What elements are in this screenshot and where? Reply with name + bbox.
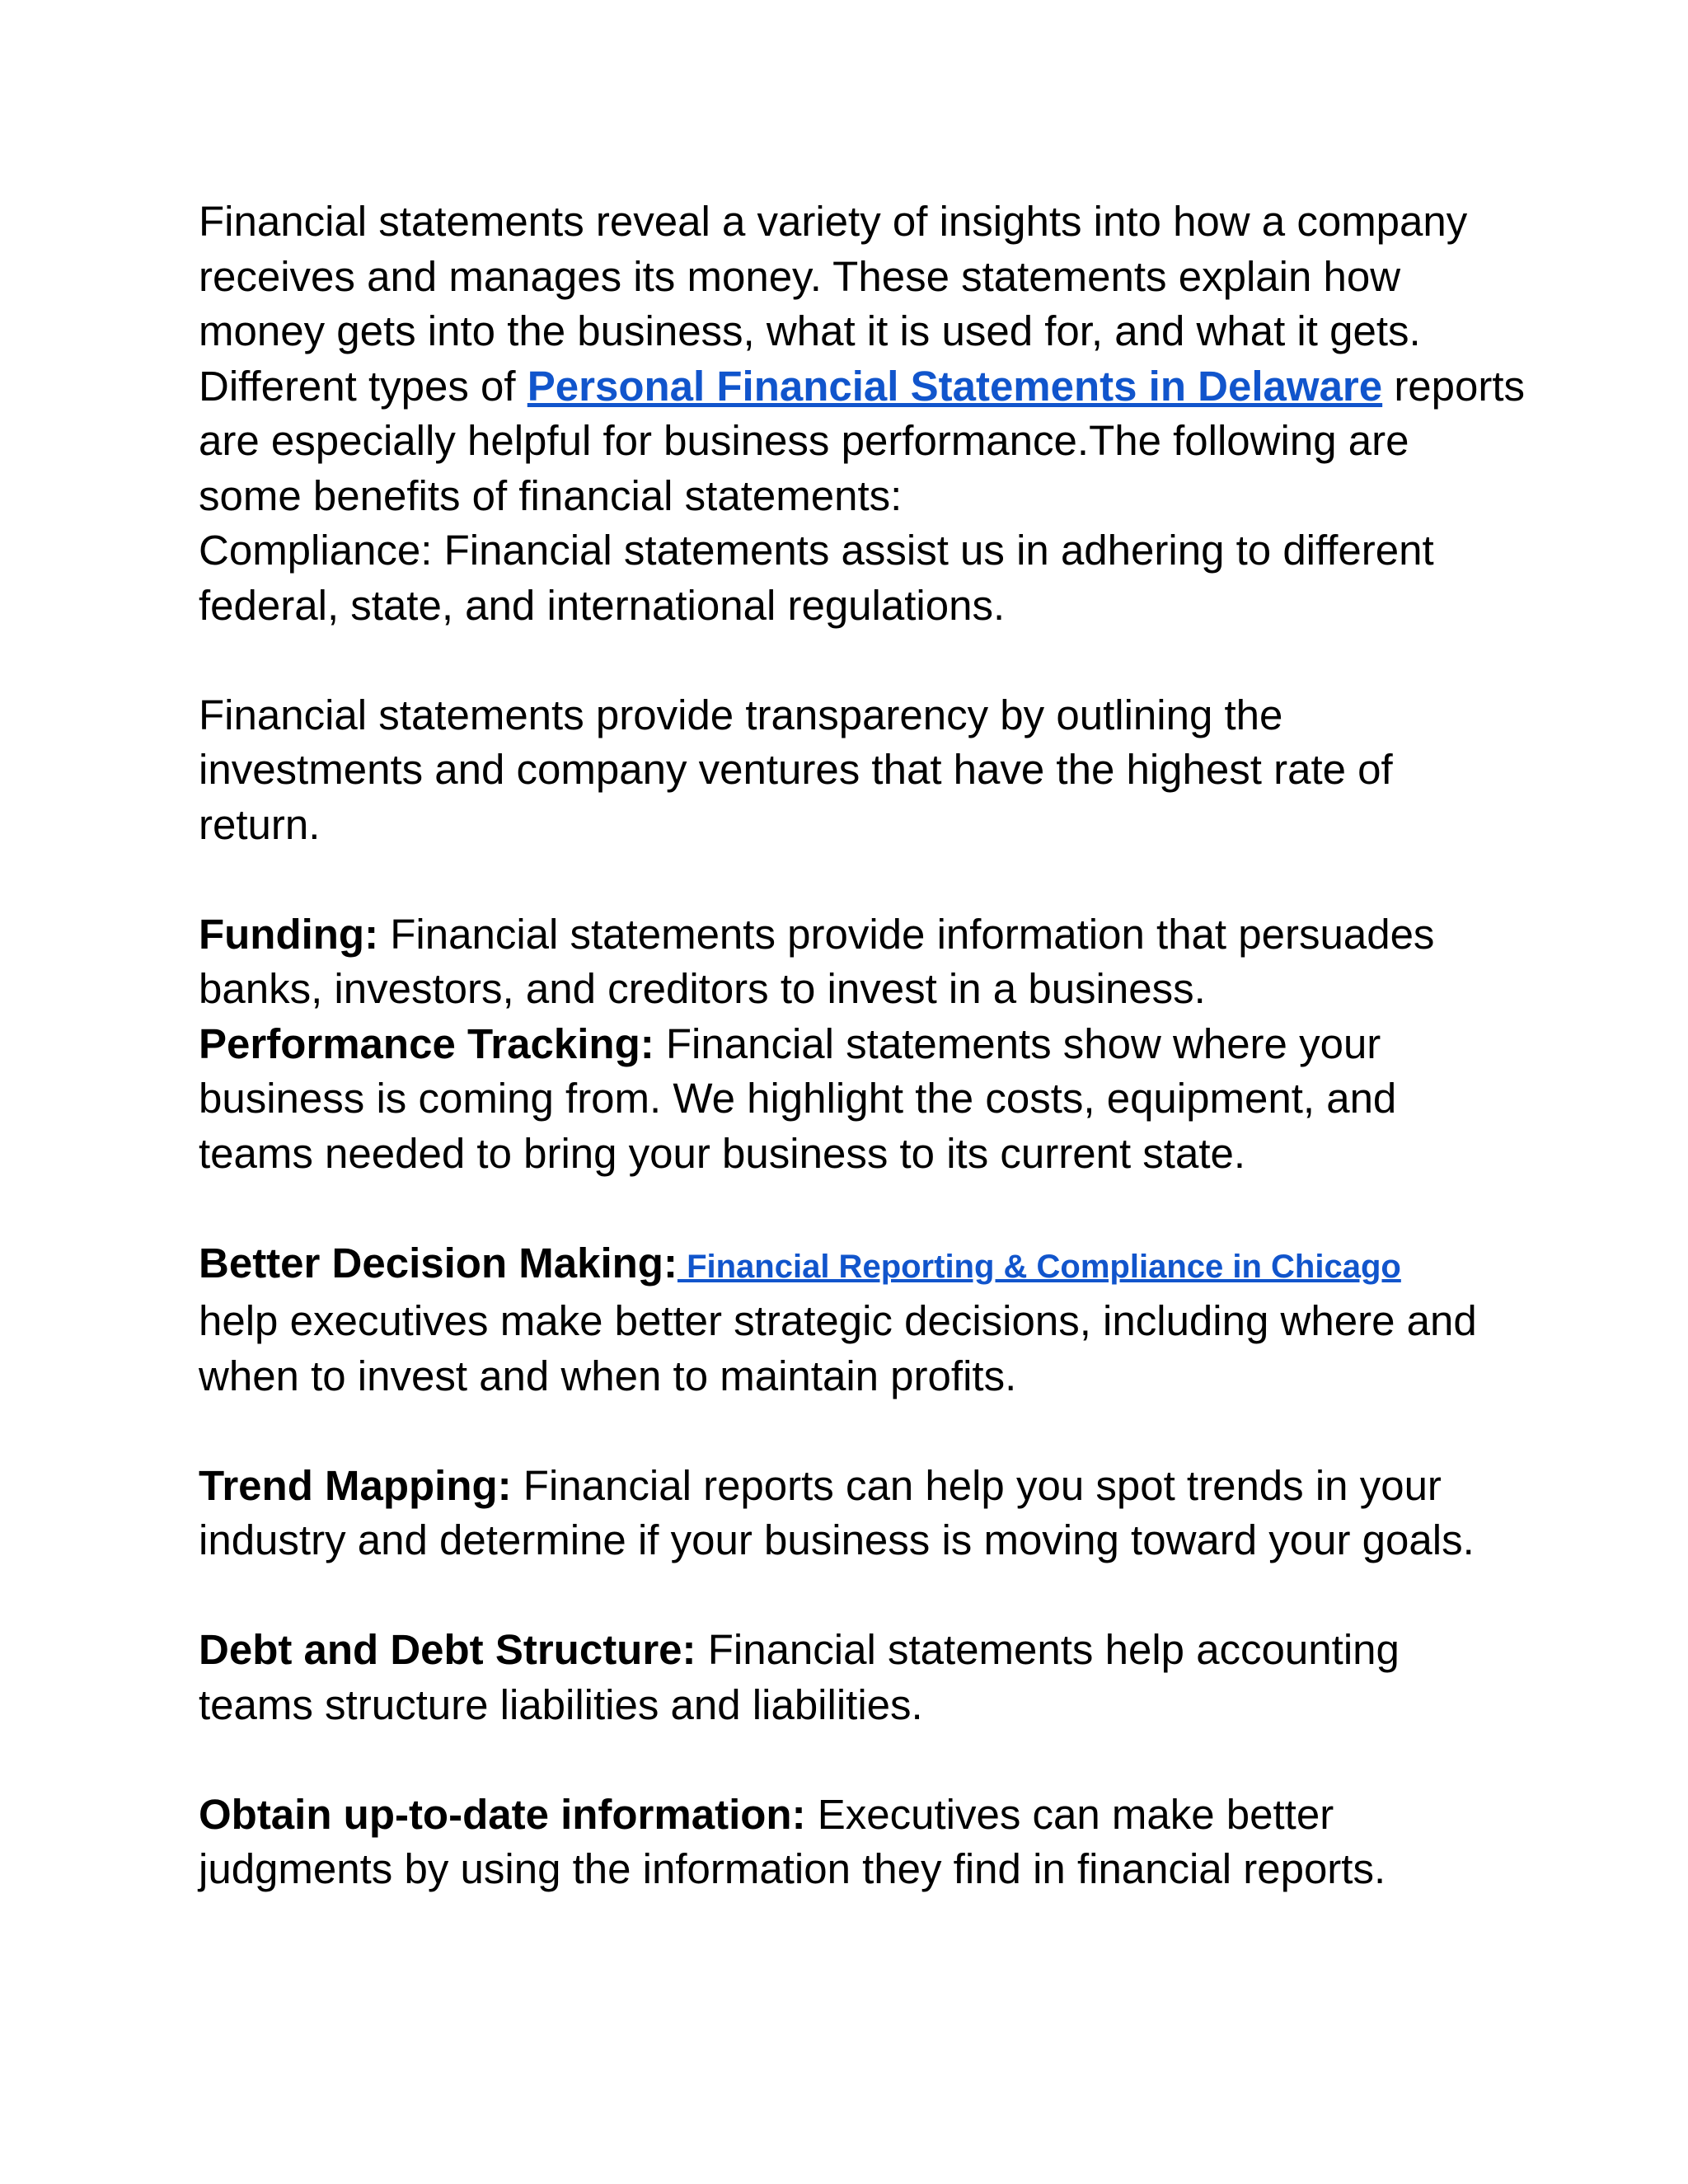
info-line-2: judgments by using the information they find in financial reports. — [199, 1845, 1386, 1892]
delaware-statements-link[interactable]: Personal Financial Statements in Delaware — [527, 362, 1383, 410]
debt-paragraph — [199, 1623, 1517, 1732]
funding-label: Funding: — [199, 910, 379, 958]
trend-line-1 — [199, 1459, 1517, 1514]
paragraph-spacer — [199, 1732, 1517, 1788]
trend-paragraph — [199, 1459, 1517, 1568]
document-page — [199, 194, 1526, 1897]
paragraph-spacer — [199, 852, 1517, 907]
debt-text: Financial statements help accounting — [696, 1626, 1400, 1673]
intro-line-6: some benefits of financial statements: — [199, 471, 903, 519]
decision-label: Better Decision Making: — [199, 1239, 678, 1286]
transparency-line-2: investments and company ventures that have the highest rate of — [199, 746, 1393, 793]
paragraph-spacer — [199, 1404, 1517, 1459]
info-text: Executives can make better — [805, 1790, 1334, 1838]
decision-line-1 — [199, 1236, 1517, 1295]
trend-text: Financial reports can help you spot trends in your — [511, 1461, 1442, 1509]
debt-line-2: teams structure liabilities and liabilities. — [199, 1680, 923, 1728]
debt-line-1 — [199, 1623, 1517, 1678]
intro-line-3: money gets into the business, what it is used for, and what it gets. — [199, 307, 1421, 354]
decision-line-2: help executives make better strategic decisions, including where and — [199, 1297, 1477, 1344]
funding-line-2: banks, investors, and creditors to invest in a business. — [199, 965, 1206, 1012]
intro-line-4-pre: Different types of — [199, 362, 528, 410]
intro-paragraph — [199, 194, 1526, 523]
funding-text: Financial statements provide information that persuades — [378, 910, 1435, 958]
paragraph-spacer — [199, 1181, 1517, 1236]
compliance-line-1: Compliance: Financial statements assist us in adhering to different — [199, 527, 1434, 574]
performance-line-2: business is coming from. We highlight the costs, equipment, and — [199, 1075, 1397, 1122]
decision-paragraph — [199, 1236, 1517, 1404]
info-label: Obtain up-to-date information: — [199, 1790, 806, 1838]
debt-label: Debt and Debt Structure: — [199, 1626, 696, 1673]
info-paragraph — [199, 1788, 1517, 1897]
info-line-1 — [199, 1788, 1517, 1843]
performance-text: Financial statements show where your — [654, 1019, 1381, 1067]
performance-label: Performance Tracking: — [199, 1019, 654, 1067]
intro-line-4-post: reports — [1382, 362, 1526, 410]
funding-paragraph — [199, 907, 1517, 1017]
transparency-paragraph — [199, 688, 1517, 853]
transparency-line-3: return. — [199, 800, 321, 848]
paragraph-spacer — [199, 1568, 1517, 1624]
intro-line-4 — [199, 359, 1526, 415]
intro-line-1: Financial statements reveal a variety of insights into how a company — [199, 198, 1468, 245]
intro-line-2: receives and manages its money. These statements explain how — [199, 252, 1401, 300]
compliance-paragraph — [199, 523, 1517, 633]
trend-label: Trend Mapping: — [199, 1461, 512, 1509]
decision-line-3: when to invest and when to maintain profits. — [199, 1352, 1017, 1399]
compliance-line-2: federal, state, and international regulations. — [199, 581, 1006, 629]
performance-line-3: teams needed to bring your business to its current state. — [199, 1129, 1246, 1177]
performance-paragraph — [199, 1017, 1517, 1182]
chicago-reporting-link[interactable]: Financial Reporting & Compliance in Chicago — [677, 1248, 1401, 1285]
performance-line-1 — [199, 1017, 1517, 1072]
intro-line-5: are especially helpful for business performance.The following are — [199, 417, 1409, 464]
transparency-line-1: Financial statements provide transparency by outlining the — [199, 691, 1283, 738]
trend-line-2: industry and determine if your business is moving toward your goals. — [199, 1516, 1475, 1563]
paragraph-spacer — [199, 633, 1517, 688]
funding-line-1 — [199, 907, 1517, 963]
